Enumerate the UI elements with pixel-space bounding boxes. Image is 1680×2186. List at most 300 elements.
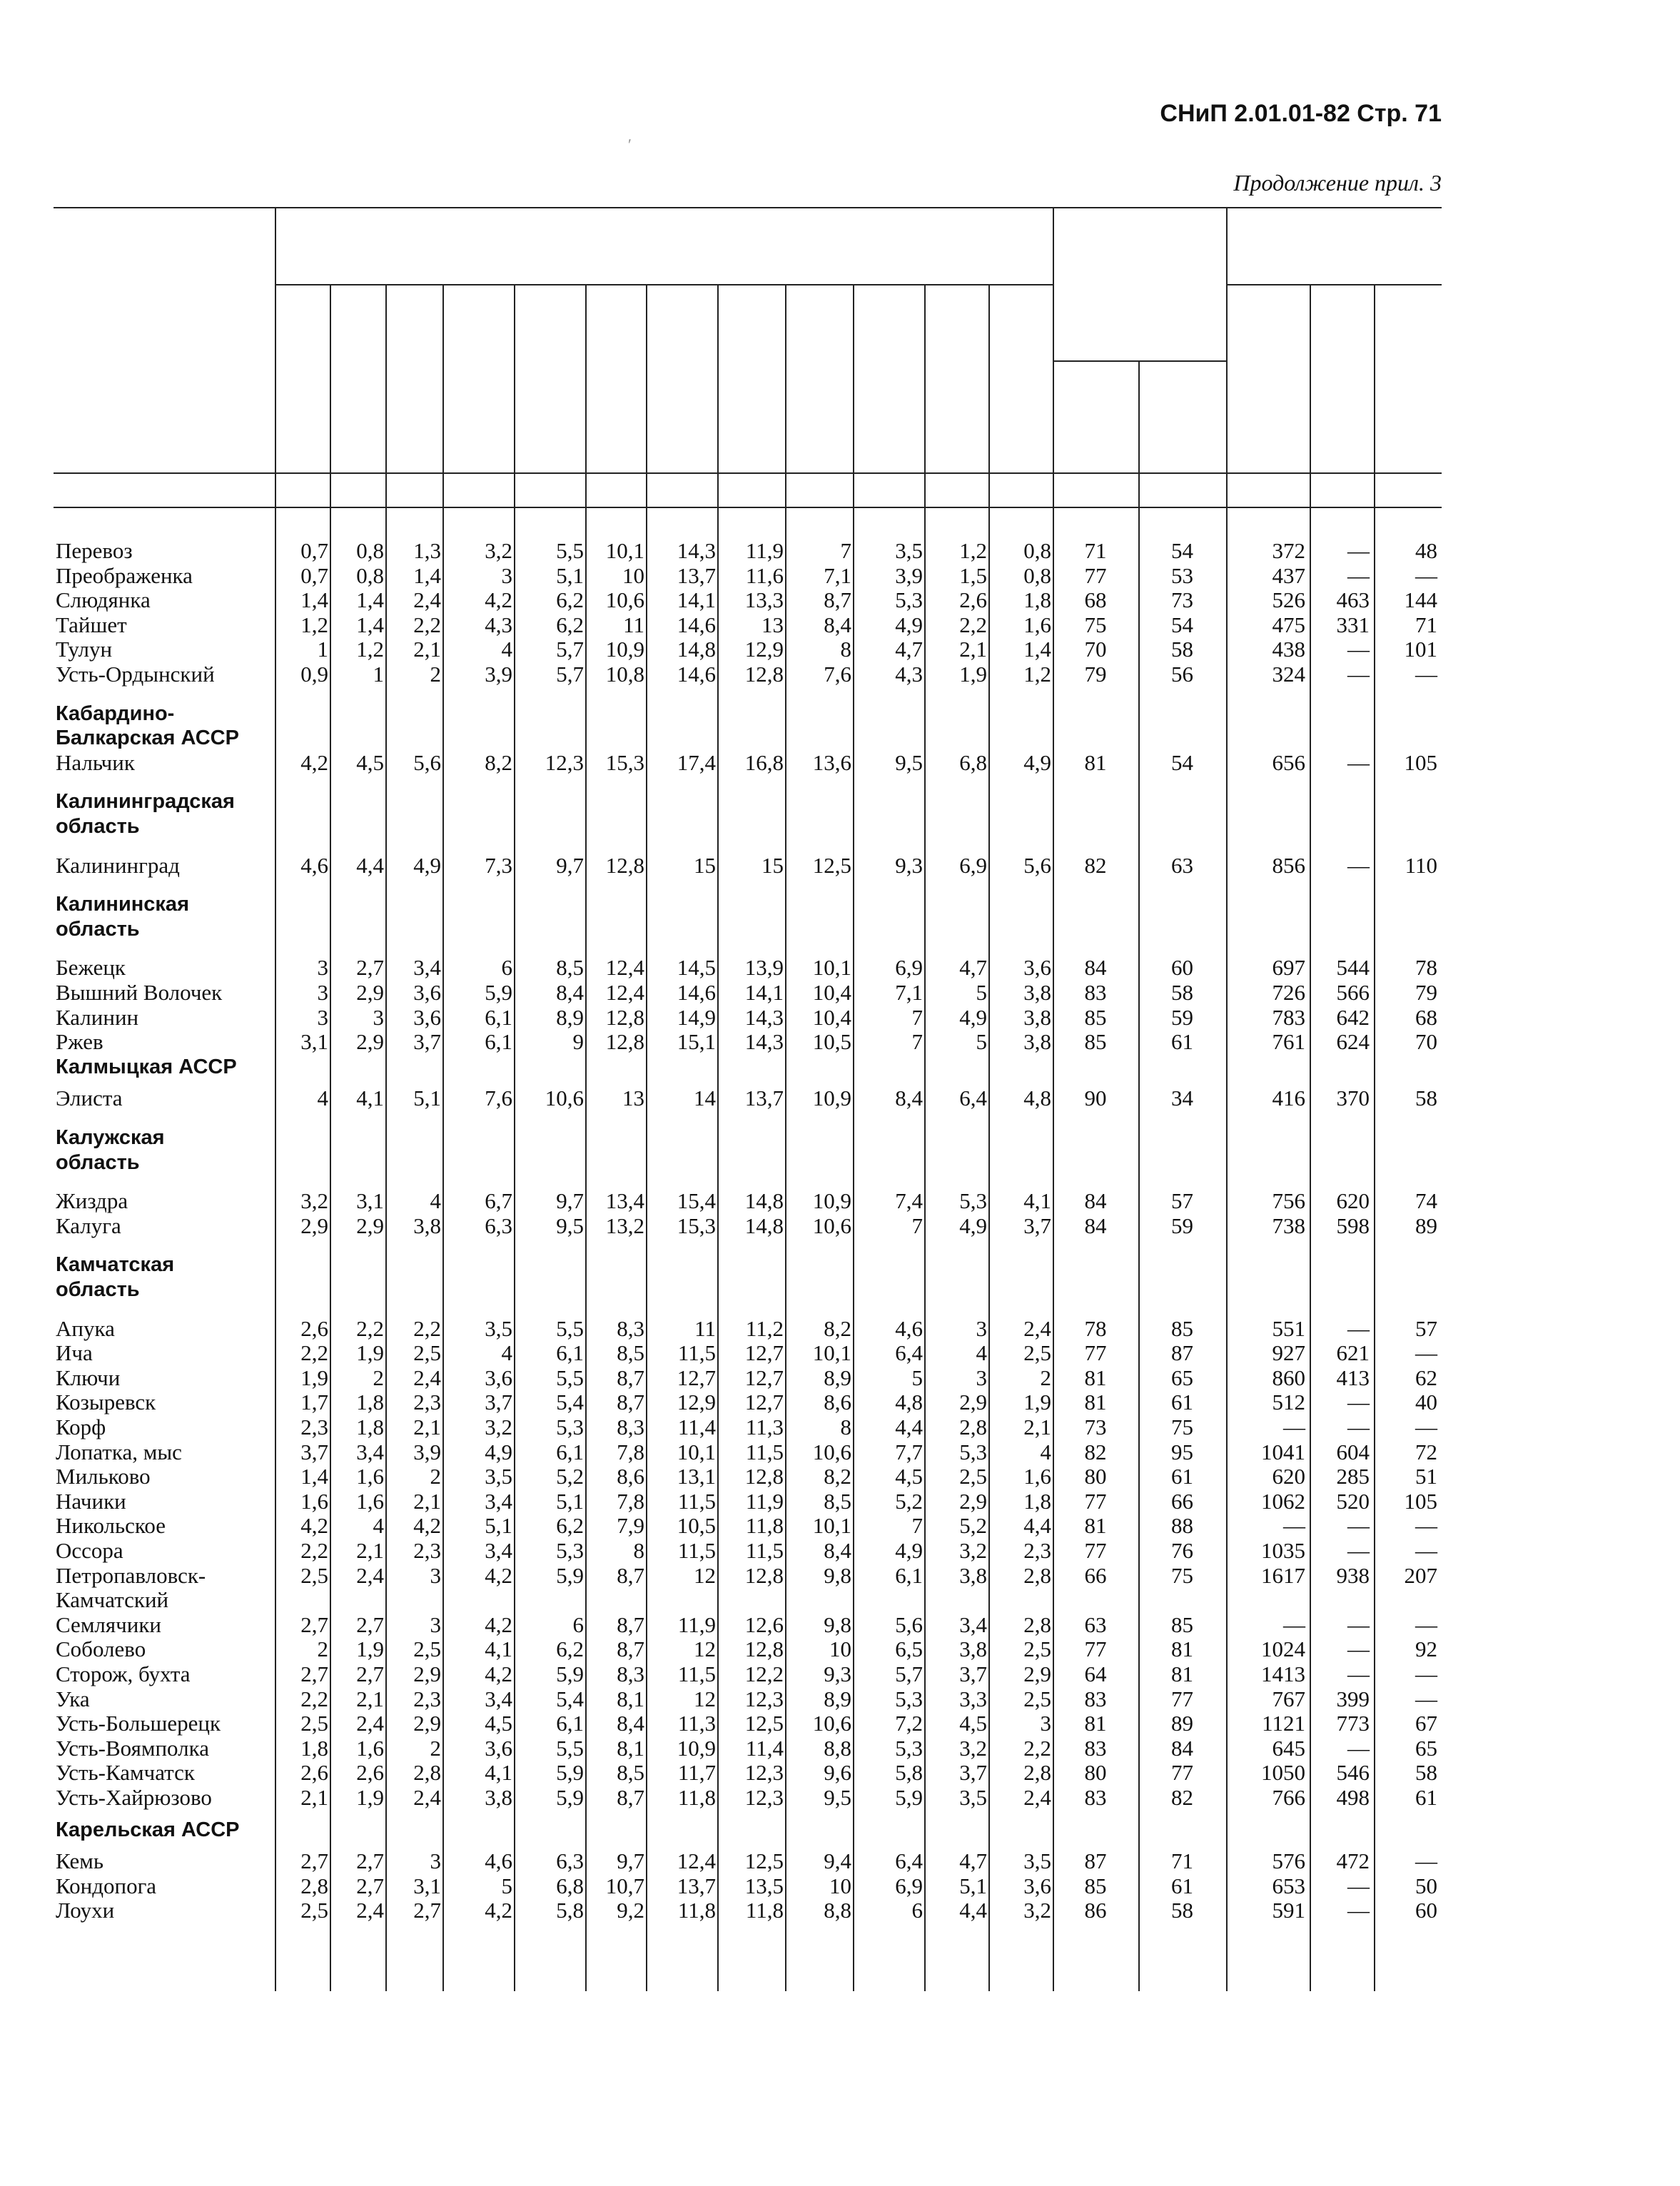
vapor-pressure-cell: 15 [694,852,716,878]
vapor-pressure-cell: 12,5 [744,1848,784,1874]
vapor-pressure-cell: 13 [622,1086,644,1111]
vapor-pressure-cell: 4,9 [959,1004,987,1030]
place-name: Ржев [56,1029,103,1055]
vapor-pressure-cell: 12 [694,1686,716,1711]
column-number [988,482,1053,503]
vapor-pressure-cell: 5,7 [895,1661,923,1686]
vapor-pressure-cell: 1,8 [356,1415,384,1439]
vapor-pressure-cell: 0,9 [300,662,328,687]
vapor-pressure-cell: 8,5 [617,1760,644,1786]
vapor-pressure-cell: 3,2 [300,1188,328,1214]
vapor-pressure-cell: 4,9 [413,852,441,878]
humidity-cell: 82 [1084,1439,1107,1464]
vapor-pressure-cell: 3,7 [959,1760,987,1786]
vapor-pressure-cell: 2,5 [300,1711,328,1736]
table-row [0,1317,1680,1341]
region-heading-row [0,726,1680,750]
vapor-pressure-cell: 2,7 [356,1848,384,1874]
vapor-pressure-cell: 12,8 [744,1562,784,1588]
vapor-pressure-cell: 10,4 [812,1004,851,1030]
humidity-cell: 57 [1171,1188,1193,1214]
precipitation-cell: — [1347,538,1370,563]
vapor-pressure-cell: 10 [829,1636,851,1662]
humidity-cell: 75 [1084,612,1107,637]
table-row [0,1564,1680,1588]
vapor-pressure-cell: 11,5 [745,1439,784,1464]
humidity-cell: 83 [1084,1735,1107,1761]
precipitation-cell: 620 [1336,1188,1370,1214]
vapor-pressure-cell: 1 [317,637,328,662]
vapor-pressure-cell: 10,9 [605,637,644,662]
vapor-pressure-cell: 2,6 [356,1760,384,1786]
precipitation-cell: 65 [1415,1735,1437,1761]
humidity-cell: 68 [1084,587,1107,613]
table-row [0,1662,1680,1686]
precipitation-cell: 51 [1415,1464,1437,1489]
vapor-pressure-cell: 5,5 [556,1735,584,1761]
place-name: Тайшет [56,612,127,637]
vapor-pressure-cell: 11,3 [745,1415,784,1439]
precipitation-cell: — [1347,1735,1370,1761]
vapor-pressure-cell: 8,4 [556,980,584,1005]
vapor-pressure-cell: 5,2 [556,1464,584,1489]
vapor-pressure-cell: 1,8 [300,1735,328,1761]
vapor-pressure-cell: 4,6 [485,1848,512,1874]
precipitation-cell: 1617 [1261,1562,1305,1588]
vapor-pressure-cell: 5 [501,1873,512,1898]
vapor-pressure-cell: 4,5 [895,1464,923,1489]
precipitation-cell: 546 [1336,1760,1370,1786]
table-row [0,1366,1680,1390]
vapor-pressure-cell: 13,6 [812,749,851,775]
vapor-pressure-cell: 3 [373,1004,384,1030]
vapor-pressure-cell: 11,5 [745,1538,784,1563]
column-number [275,482,330,503]
vapor-pressure-cell: 12,8 [744,1464,784,1489]
precipitation-cell: 74 [1415,1188,1437,1214]
precipitation-cell: 144 [1404,587,1437,613]
place-name: Калуга [56,1213,121,1238]
vapor-pressure-cell: 2,8 [1023,1562,1051,1588]
vapor-pressure-cell: 8 [840,1415,851,1439]
document-code: СНиП 2.01.01-82 Стр. 71 [1160,100,1442,127]
vapor-pressure-cell: 10,9 [812,1188,851,1214]
vapor-pressure-cell: 5,3 [959,1188,987,1214]
vapor-pressure-cell: 8,3 [617,1661,644,1686]
humidity-cell: 77 [1084,1538,1107,1563]
vapor-pressure-cell: 4,9 [895,1538,923,1563]
place-name: Камчатский [56,1587,169,1613]
precipitation-cell: 472 [1336,1848,1370,1874]
humidity-cell: 81 [1084,1711,1107,1736]
vapor-pressure-cell: 10,6 [605,587,644,613]
precipitation-cell: 576 [1272,1848,1305,1874]
vapor-pressure-cell: 7,8 [617,1439,644,1464]
precipitation-cell: — [1347,562,1370,588]
vapor-pressure-cell: 11,8 [745,1513,784,1539]
vapor-pressure-cell: 6 [572,1611,584,1637]
vapor-pressure-cell: 6,9 [959,852,987,878]
vapor-pressure-cell: 5,2 [959,1513,987,1539]
vapor-pressure-cell: 2,7 [413,1898,441,1923]
table-row [0,1489,1680,1514]
region-heading-row [0,892,1680,916]
vapor-pressure-cell: 5,1 [556,562,584,588]
vapor-pressure-cell: 2,1 [959,637,987,662]
precipitation-cell: 50 [1415,1873,1437,1898]
vapor-pressure-cell: 7,6 [485,1086,512,1111]
vapor-pressure-cell: 9 [572,1029,584,1055]
vapor-pressure-cell: 12,7 [744,1340,784,1366]
vapor-pressure-cell: 8,2 [824,1464,851,1489]
vapor-pressure-cell: 2,9 [413,1661,441,1686]
place-name: Перевоз [56,538,133,563]
vapor-pressure-cell: 2,4 [1023,1315,1051,1341]
vapor-pressure-cell: 3,8 [959,1636,987,1662]
vapor-pressure-cell: 3,7 [1023,1213,1051,1238]
vapor-pressure-cell: 2,9 [959,1488,987,1514]
vapor-pressure-cell: 3 [430,1848,441,1874]
humidity-cell: 70 [1084,637,1107,662]
place-name: Усть-Хайрюзово [56,1785,212,1810]
humidity-cell: 75 [1171,1415,1193,1439]
vapor-pressure-cell: 6,3 [485,1213,512,1238]
vapor-pressure-cell: 8,6 [824,1390,851,1415]
vapor-pressure-cell: 2,2 [413,612,441,637]
place-name: Ука [56,1686,90,1711]
humidity-cell: 56 [1171,662,1193,687]
vapor-pressure-cell: 4,2 [485,1611,512,1637]
vapor-pressure-cell: 5,8 [556,1898,584,1923]
table-row [0,613,1680,637]
vapor-pressure-cell: 4,5 [485,1711,512,1736]
vapor-pressure-cell: 2,4 [356,1898,384,1923]
vapor-pressure-cell: 8,8 [824,1735,851,1761]
vapor-pressure-cell: 1,4 [413,562,441,588]
humidity-cell: 71 [1171,1848,1193,1874]
vapor-pressure-cell: 2,1 [356,1538,384,1563]
vapor-pressure-cell: 5,9 [556,1661,584,1686]
humidity-cell: 83 [1084,1686,1107,1711]
vapor-pressure-cell: 5,1 [485,1513,512,1539]
region-heading-row [0,1055,1680,1079]
vapor-pressure-cell: 5,1 [959,1873,987,1898]
precipitation-cell: 71 [1415,612,1437,637]
vapor-pressure-cell: 3,1 [356,1188,384,1214]
vapor-pressure-cell: 2 [430,1464,441,1489]
vapor-pressure-cell: 3 [317,980,328,1005]
humidity-cell: 81 [1171,1636,1193,1662]
humidity-cell: 59 [1171,1213,1193,1238]
vapor-pressure-cell: 2,8 [300,1873,328,1898]
precipitation-cell: 40 [1415,1390,1437,1415]
humidity-cell: 53 [1171,562,1193,588]
vapor-pressure-cell: 0,8 [356,538,384,563]
table-row [0,662,1680,687]
vapor-pressure-cell: 4,9 [1023,749,1051,775]
vapor-pressure-cell: 11,6 [745,562,784,588]
precipitation-cell: — [1415,562,1437,588]
place-name: Апука [56,1315,115,1341]
vapor-pressure-cell: 8,4 [824,1538,851,1563]
vapor-pressure-cell: 5,6 [1023,852,1051,878]
vapor-pressure-cell: 10 [829,1873,851,1898]
vapor-pressure-cell: 4,3 [895,662,923,687]
precipitation-cell: 624 [1336,1029,1370,1055]
vapor-pressure-cell: 2,3 [300,1415,328,1439]
colnum-bottom-rule [54,507,1442,508]
vapor-pressure-cell: 4,9 [485,1439,512,1464]
precipitation-cell: 105 [1404,1488,1437,1514]
humidity-cell: 73 [1171,587,1193,613]
precipitation-cell: 756 [1272,1188,1305,1214]
vapor-pressure-cell: 4,5 [959,1711,987,1736]
vapor-pressure-cell: 14,3 [744,1029,784,1055]
vapor-pressure-cell: 2,3 [413,1686,441,1711]
precipitation-cell: — [1283,1415,1305,1439]
vapor-pressure-cell: 1,4 [1023,637,1051,662]
vapor-pressure-cell: 9,4 [824,1848,851,1874]
place-name: Оссора [56,1538,123,1563]
vapor-pressure-cell: 13 [761,612,784,637]
vapor-pressure-cell: 8,2 [824,1315,851,1341]
vapor-pressure-cell: 8,6 [617,1464,644,1489]
vapor-pressure-cell: 1,4 [300,1464,328,1489]
table-row [0,956,1680,980]
vapor-pressure-cell: 15,3 [605,749,644,775]
vapor-pressure-cell: 2,9 [300,1213,328,1238]
vapor-pressure-cell: 1,6 [1023,612,1051,637]
vapor-pressure-cell: 11,5 [677,1661,716,1686]
vapor-pressure-cell: 1,9 [1023,1390,1051,1415]
vapor-pressure-cell: 4,4 [356,852,384,878]
vapor-pressure-cell: 4 [1040,1439,1051,1464]
precipitation-cell: 551 [1272,1315,1305,1341]
vapor-pressure-cell: 4,2 [300,1513,328,1539]
vapor-pressure-cell: 11,8 [677,1785,716,1810]
vapor-pressure-cell: 2,5 [300,1898,328,1923]
region-name: Калининская [56,893,189,916]
precipitation-cell: 738 [1272,1213,1305,1238]
vapor-pressure-cell: 6,1 [556,1439,584,1464]
vapor-pressure-cell: 7,8 [617,1488,644,1514]
vapor-pressure-cell: 5,9 [485,980,512,1005]
vapor-pressure-cell: 12,3 [744,1785,784,1810]
vapor-pressure-cell: 8,4 [617,1711,644,1736]
table-row [0,1006,1680,1030]
vapor-pressure-cell: 2,1 [300,1785,328,1810]
column-number [1310,482,1374,503]
vapor-pressure-cell: 2 [317,1636,328,1662]
vapor-pressure-cell: 10,1 [812,1513,851,1539]
vapor-pressure-cell: 6,3 [556,1848,584,1874]
vapor-pressure-cell: 12,4 [605,980,644,1005]
vapor-pressure-cell: 3,4 [485,1686,512,1711]
humidity-cell: 58 [1171,1898,1193,1923]
vapor-pressure-cell: 4 [976,1340,987,1366]
vapor-pressure-cell: 2,8 [1023,1760,1051,1786]
vapor-pressure-cell: 11,4 [677,1415,716,1439]
humidity-cell: 66 [1171,1488,1193,1514]
vapor-pressure-cell: 11,9 [745,538,784,563]
vapor-pressure-cell: 1,4 [300,587,328,613]
vapor-pressure-cell: 4 [430,1188,441,1214]
precipitation-cell: 1024 [1261,1636,1305,1662]
region-name: Балкарская АССР [56,727,239,750]
vapor-pressure-cell: 10,9 [812,1086,851,1111]
vapor-pressure-cell: 2,1 [413,1488,441,1514]
vapor-pressure-cell: 14,6 [677,612,716,637]
column-number [330,482,385,503]
region-name: область [56,815,140,838]
vapor-pressure-cell: 14,8 [744,1188,784,1214]
vapor-pressure-cell: 3,8 [413,1213,441,1238]
table-row [0,1440,1680,1464]
precipitation-cell: — [1347,637,1370,662]
vapor-pressure-cell: 7 [911,1029,923,1055]
table-row [0,1390,1680,1415]
vapor-pressure-cell: 13,3 [744,587,784,613]
region-heading-row [0,1818,1680,1842]
precipitation-cell: 101 [1404,637,1437,662]
precipitation-cell: 938 [1336,1562,1370,1588]
vapor-pressure-cell: 8,5 [824,1488,851,1514]
vapor-pressure-cell: 6,2 [556,612,584,637]
place-name: Козыревск [56,1390,156,1415]
vapor-pressure-cell: 12 [694,1636,716,1662]
precipitation-cell: 697 [1272,955,1305,981]
vapor-pressure-cell: 8,9 [824,1686,851,1711]
vapor-pressure-cell: 6,4 [895,1340,923,1366]
vapor-pressure-cell: 2,8 [413,1760,441,1786]
vapor-pressure-cell: 13,5 [744,1873,784,1898]
precipitation-cell: — [1415,1661,1437,1686]
vapor-pressure-cell: 10,8 [605,662,644,687]
vapor-pressure-cell: 6,1 [485,1029,512,1055]
precipitation-cell: 285 [1336,1464,1370,1489]
vapor-pressure-cell: 12,8 [744,662,784,687]
vapor-pressure-cell: 11,9 [745,1488,784,1514]
vapor-pressure-cell: 6,9 [895,1873,923,1898]
vapor-pressure-cell: 7 [840,538,851,563]
table-row [0,1086,1680,1110]
precipitation-cell: 48 [1415,538,1437,563]
table-row [0,1687,1680,1711]
place-name: Лоухи [56,1898,115,1923]
vapor-pressure-cell: 9,6 [824,1760,851,1786]
precipitation-cell: — [1347,1390,1370,1415]
vapor-pressure-cell: 3 [501,562,512,588]
vapor-pressure-cell: 1,4 [356,612,384,637]
vapor-pressure-cell: 5,3 [895,1735,923,1761]
table-top-rule [54,207,1442,208]
vapor-pressure-cell: 5,5 [556,1365,584,1390]
vapor-pressure-cell: 8 [840,637,851,662]
vapor-pressure-cell: 2,6 [300,1315,328,1341]
vapor-pressure-cell: 12,7 [744,1365,784,1390]
precipitation-cell: — [1347,852,1370,878]
vapor-pressure-cell: 3,8 [959,1562,987,1588]
humidity-cell: 77 [1171,1760,1193,1786]
vapor-pressure-cell: 7 [911,1004,923,1030]
humidity-cell: 78 [1084,1315,1107,1341]
precipitation-cell: 89 [1415,1213,1437,1238]
humidity-cell: 83 [1084,980,1107,1005]
vapor-pressure-cell: 3,2 [959,1735,987,1761]
vapor-pressure-cell: 4,9 [959,1213,987,1238]
table-row [0,564,1680,588]
continuation-label: Продолжение прил. 3 [1233,170,1442,196]
vapor-pressure-cell: 5 [976,1029,987,1055]
vapor-pressure-cell: 2,4 [356,1562,384,1588]
vapor-pressure-cell: 3 [976,1365,987,1390]
vapor-pressure-cell: 12,5 [744,1711,784,1736]
precipitation-cell: 1062 [1261,1488,1305,1514]
vapor-pressure-cell: 3,7 [485,1390,512,1415]
vapor-pressure-cell: 15,1 [677,1029,716,1055]
vapor-pressure-cell: 3,8 [1023,980,1051,1005]
precipitation-cell: — [1415,1848,1437,1874]
table-row [0,1464,1680,1489]
vapor-pressure-cell: 12,2 [744,1661,784,1686]
humidity-cell: 75 [1171,1562,1193,1588]
vapor-pressure-cell: 4,2 [485,587,512,613]
region-heading-row [0,917,1680,941]
vapor-pressure-cell: 5,8 [895,1760,923,1786]
vapor-pressure-cell: 3,6 [485,1365,512,1390]
humidity-cell: 34 [1171,1086,1193,1111]
vapor-pressure-cell: 3,6 [413,980,441,1005]
region-name: Калмыцкая АССР [56,1055,237,1078]
column-number [924,482,988,503]
vapor-pressure-cell: 2,1 [413,637,441,662]
vapor-pressure-cell: 4 [317,1086,328,1111]
humidity-cell: 54 [1171,749,1193,775]
vapor-pressure-cell: 4 [501,1340,512,1366]
table-row [0,1711,1680,1736]
vapor-pressure-cell: 10,6 [812,1213,851,1238]
vapor-pressure-cell: 13,7 [677,1873,716,1898]
vapor-pressure-cell: 3,4 [413,955,441,981]
vapor-pressure-cell: 2,9 [356,1213,384,1238]
precipitation-cell: — [1347,1513,1370,1539]
vapor-pressure-cell: 8,3 [617,1415,644,1439]
precipitation-cell: 475 [1272,612,1305,637]
humidity-cell: 85 [1084,1873,1107,1898]
place-name: Петропавловск- [56,1562,206,1588]
vapor-pressure-cell: 3,5 [895,538,923,563]
vapor-pressure-cell: 4,2 [485,1562,512,1588]
vapor-pressure-cell: 8,5 [556,955,584,981]
vapor-pressure-cell: 3 [317,955,328,981]
vapor-pressure-cell: 6,1 [485,1004,512,1030]
vapor-pressure-cell: 2,2 [300,1340,328,1366]
vapor-pressure-cell: 5,5 [556,538,584,563]
place-name: Начики [56,1488,126,1514]
vapor-pressure-cell: 2,2 [413,1315,441,1341]
humidity-cell: 59 [1171,1004,1193,1030]
vapor-pressure-cell: 8,7 [617,1785,644,1810]
region-heading-row [0,702,1680,726]
vapor-pressure-cell: 5,9 [556,1785,584,1810]
vapor-pressure-cell: 12,3 [744,1760,784,1786]
place-name: Мильково [56,1464,151,1489]
vapor-pressure-cell: 12,4 [605,955,644,981]
vapor-pressure-cell: 2,2 [356,1315,384,1341]
vapor-pressure-cell: 11 [623,612,644,637]
vapor-pressure-cell: 12,5 [812,852,851,878]
humidity-cell: 58 [1171,637,1193,662]
